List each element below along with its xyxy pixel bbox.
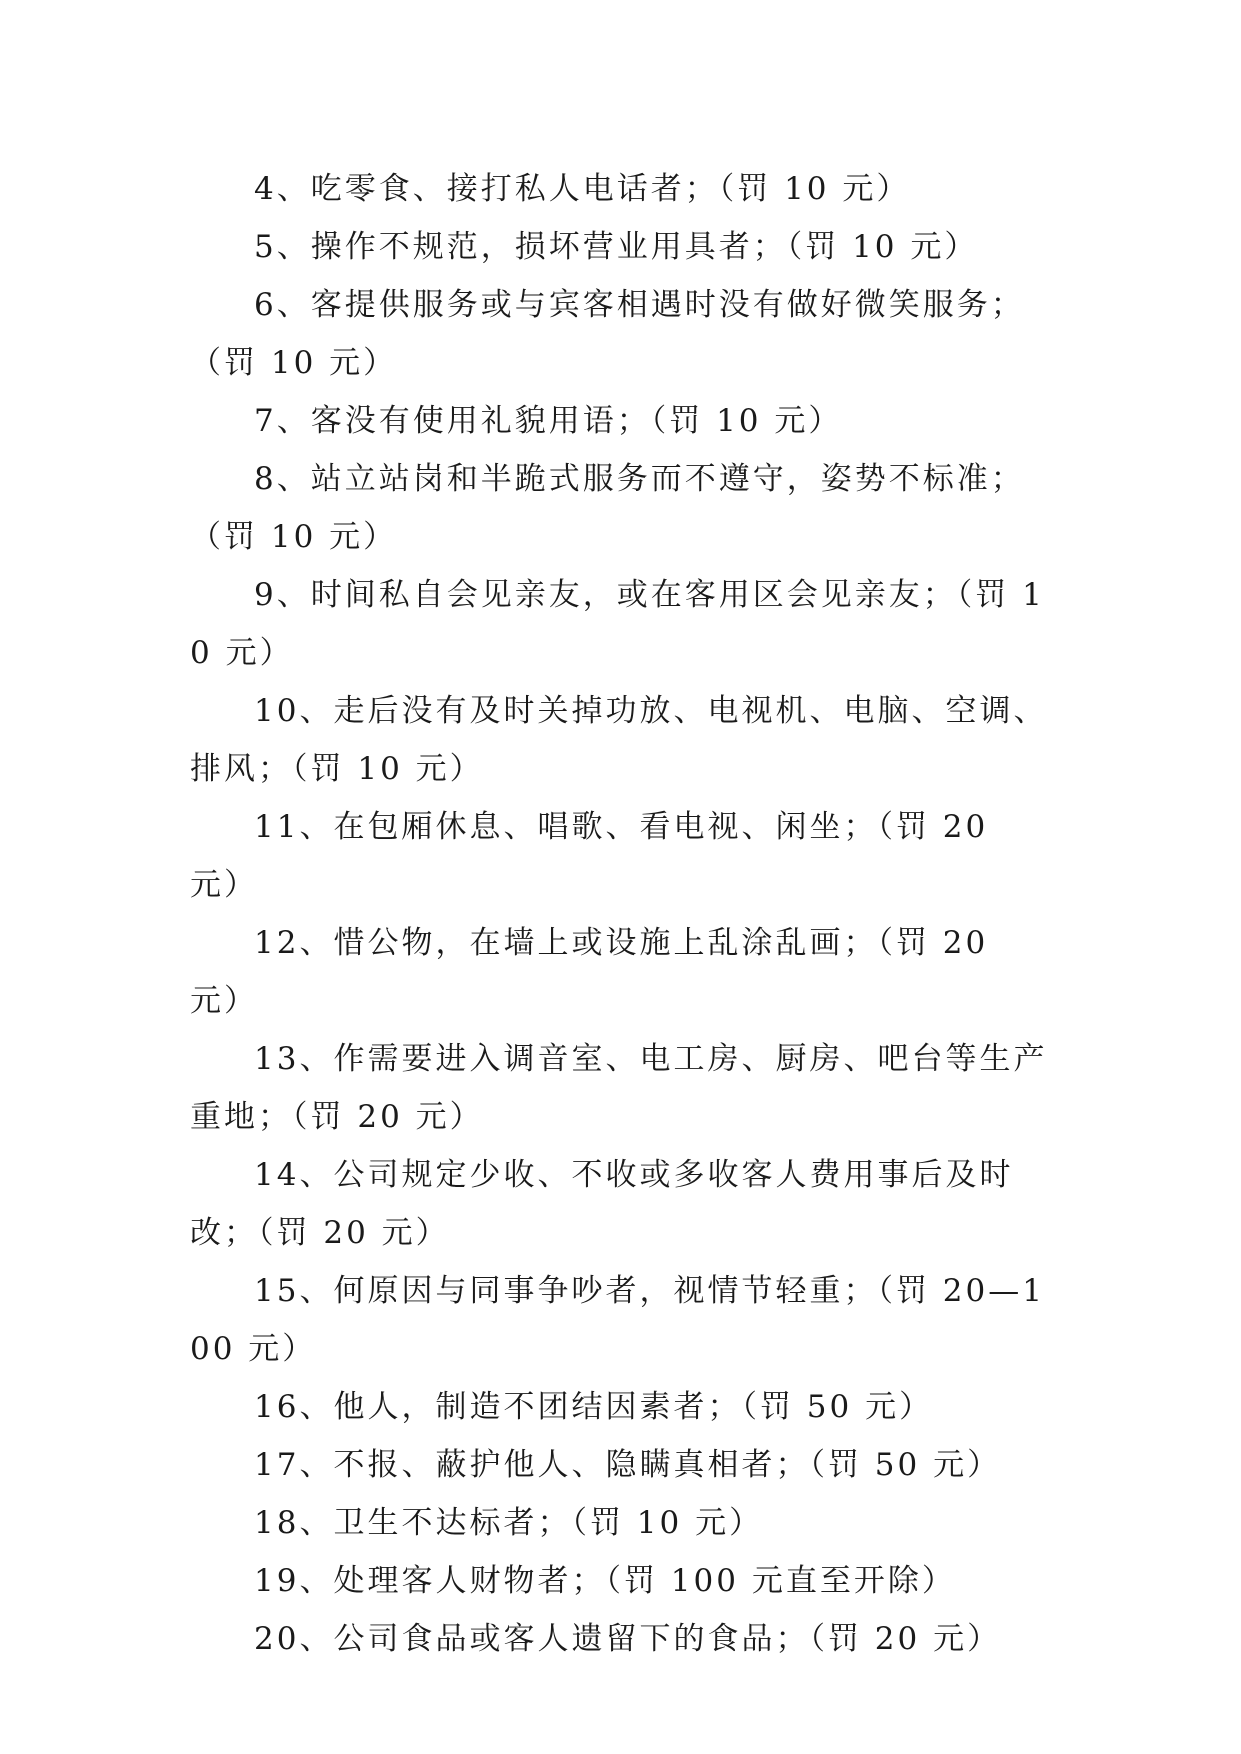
list-item: 15、何原因与同事争吵者，视情节轻重；（罚 20—100 元） — [190, 1273, 1045, 1367]
list-item: 12、惜公物，在墙上或设施上乱涂乱画；（罚 20 元） — [190, 925, 989, 1019]
list-item: 16、他人，制造不团结因素者；（罚 50 元） — [254, 1389, 934, 1425]
list-item: 11、在包厢休息、唱歌、看电视、闲坐；（罚 20 元） — [190, 809, 989, 903]
list-item: 17、不报、蔽护他人、隐瞒真相者；（罚 50 元） — [254, 1447, 1002, 1483]
list-item: 19、处理客人财物者；（罚 100 元直至开除） — [254, 1563, 956, 1599]
list-item: 6、客提供服务或与宾客相遇时没有做好微笑服务；（罚 10 元） — [190, 287, 1025, 381]
list-item: 13、作需要进入调音室、电工房、厨房、吧台等生产重地；（罚 20 元） — [190, 1041, 1048, 1135]
list-item: 5、操作不规范，损坏营业用具者；（罚 10 元） — [254, 229, 979, 265]
list-item: 4、吃零食、接打私人电话者；（罚 10 元） — [254, 171, 911, 207]
list-item: 20、公司食品或客人遗留下的食品；（罚 20 元） — [254, 1621, 1002, 1657]
list-item: 8、站立站岗和半跪式服务而不遵守，姿势不标准；（罚 10 元） — [190, 461, 1025, 555]
list-item: 9、时间私自会见亲友，或在客用区会见亲友；（罚 10 元） — [190, 577, 1045, 671]
list-item: 7、客没有使用礼貌用语；（罚 10 元） — [254, 403, 843, 439]
list-item: 14、公司规定少收、不收或多收客人费用事后及时改；（罚 20 元） — [190, 1157, 1014, 1251]
penalty-list — [190, 160, 1050, 1668]
list-item: 10、走后没有及时关掉功放、电视机、电脑、空调、排风；（罚 10 元） — [190, 693, 1048, 787]
list-item: 18、卫生不达标者；（罚 10 元） — [254, 1505, 764, 1541]
